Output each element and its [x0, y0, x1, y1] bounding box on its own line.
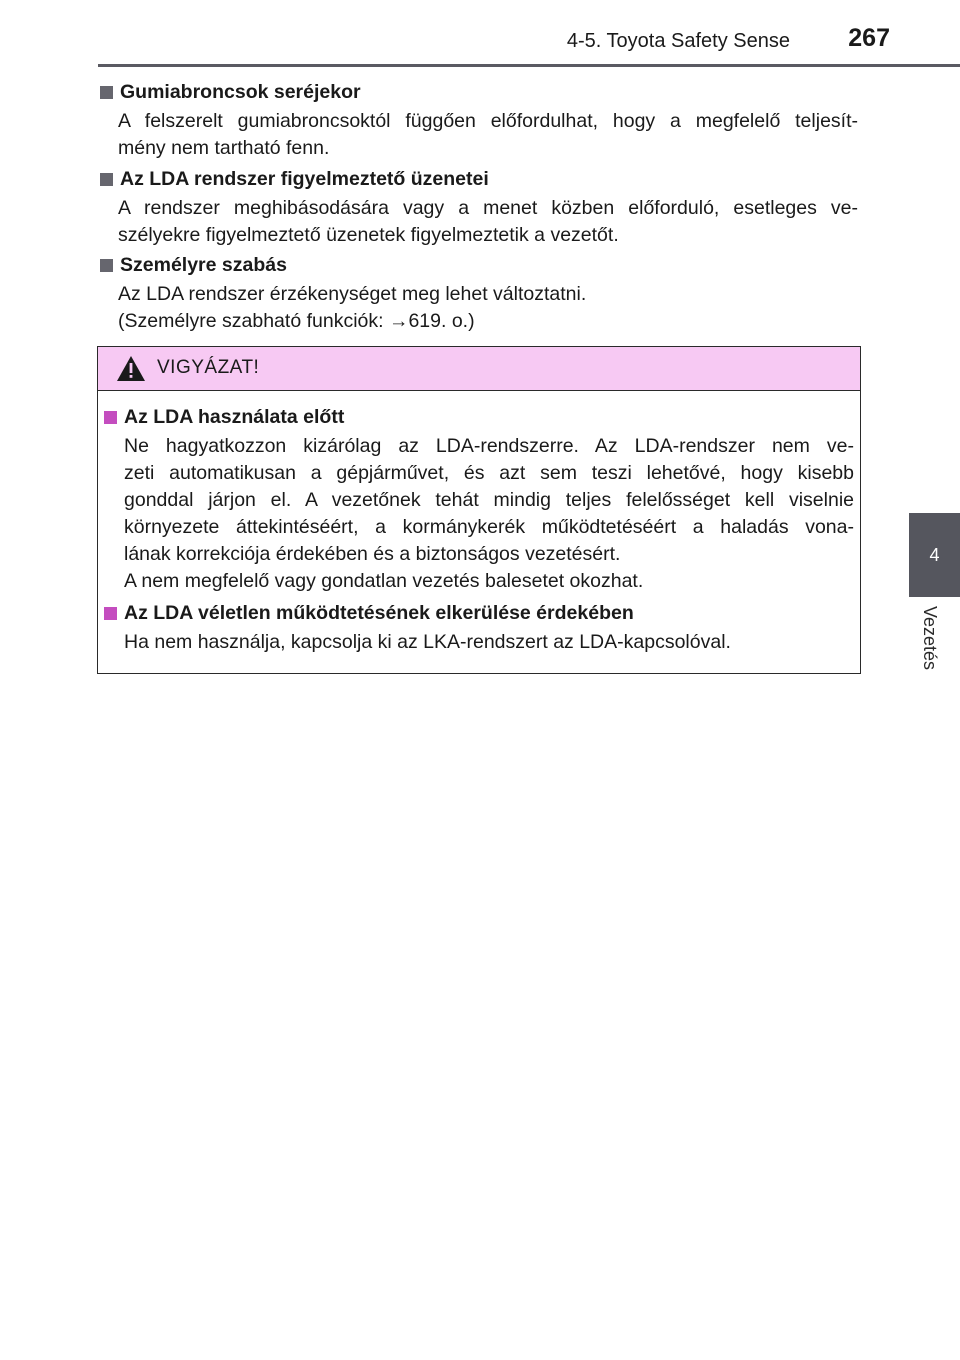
- chapter-label: Vezetés: [920, 606, 940, 671]
- section-customization: [98, 253, 858, 335]
- section-body: [118, 108, 858, 162]
- section-body: [118, 195, 858, 249]
- section-lda-warning-messages: [98, 167, 858, 249]
- body-line: mény nem tartható fenn.: [118, 137, 330, 159]
- section-body: [118, 281, 858, 335]
- body-line: zeti automatikusan a gépjárművet, és azt sem teszi lehetővé, hogy kisebb: [124, 462, 854, 484]
- body-line: szélyekre figyelmeztető üzenetek figyelmeztetik a vezetőt.: [118, 224, 619, 246]
- caution-item-body: [124, 433, 854, 595]
- body-line: A nem megfelelő vagy gondatlan vezetés balesetet okozhat.: [124, 570, 644, 592]
- section-tire-replacement: [98, 80, 858, 162]
- caution-title: VIGYÁZAT!: [157, 357, 260, 378]
- caution-item-heading: [104, 405, 862, 429]
- square-bullet-icon: [100, 259, 113, 272]
- caution-item: [104, 601, 862, 656]
- caution-item-heading: [104, 601, 862, 625]
- section-heading: [98, 80, 858, 104]
- square-bullet-icon: [100, 86, 113, 99]
- caution-content: [98, 405, 862, 656]
- caution-box: [97, 346, 861, 674]
- caution-item: [104, 405, 862, 595]
- body-line: Az LDA rendszer érzékenységet meg lehet változtatni.: [118, 283, 587, 305]
- page-number: 267: [848, 24, 890, 52]
- body-line: A rendszer meghibásodására vagy a menet közben előforduló, esetleges ve-: [118, 197, 858, 219]
- body-line-link[interactable]: (Személyre szabható funkciók: →619. o.): [118, 310, 475, 332]
- section-heading: [98, 253, 858, 277]
- square-bullet-icon: [104, 607, 117, 620]
- body-line: Ne hagyatkozzon kizárólag az LDA-rendszerre. Az LDA-rendszer nem ve-: [124, 435, 854, 457]
- header-rule: [98, 64, 960, 67]
- body-line: környezete áttekintéséért, a kormánykerék működtetéséért a haladás vona-: [124, 516, 854, 538]
- caution-item-heading-text: Az LDA véletlen működtetésének elkerülése érdekében: [124, 602, 634, 624]
- warning-triangle-icon: [116, 355, 146, 382]
- section-heading-text: Az LDA rendszer figyelmeztető üzenetei: [120, 168, 489, 190]
- caution-item-heading-text: Az LDA használata előtt: [124, 406, 345, 428]
- body-line: Ha nem használja, kapcsolja ki az LKA-rendszert az LDA-kapcsolóval.: [124, 631, 731, 653]
- body-line: lának korrekciója érdekében és a biztonságos vezetésért.: [124, 543, 621, 565]
- square-bullet-icon: [100, 173, 113, 186]
- caution-header: [98, 347, 860, 391]
- caution-item-body: [124, 629, 854, 656]
- chapter-tab[interactable]: [909, 513, 960, 597]
- square-bullet-icon: [104, 411, 117, 424]
- section-title: 4-5. Toyota Safety Sense: [566, 30, 790, 52]
- body-line: A felszerelt gumiabroncsoktól függően előfordulhat, hogy a megfelelő teljesít-: [118, 110, 858, 132]
- section-heading: [98, 167, 858, 191]
- chapter-number: 4: [929, 544, 940, 565]
- section-heading-text: Gumiabroncsok seréjekor: [120, 81, 361, 103]
- body-line: gonddal járjon el. A vezetőnek tehát mindig teljes felelősséget kell viselnie: [124, 489, 854, 511]
- section-heading-text: Személyre szabás: [120, 254, 287, 276]
